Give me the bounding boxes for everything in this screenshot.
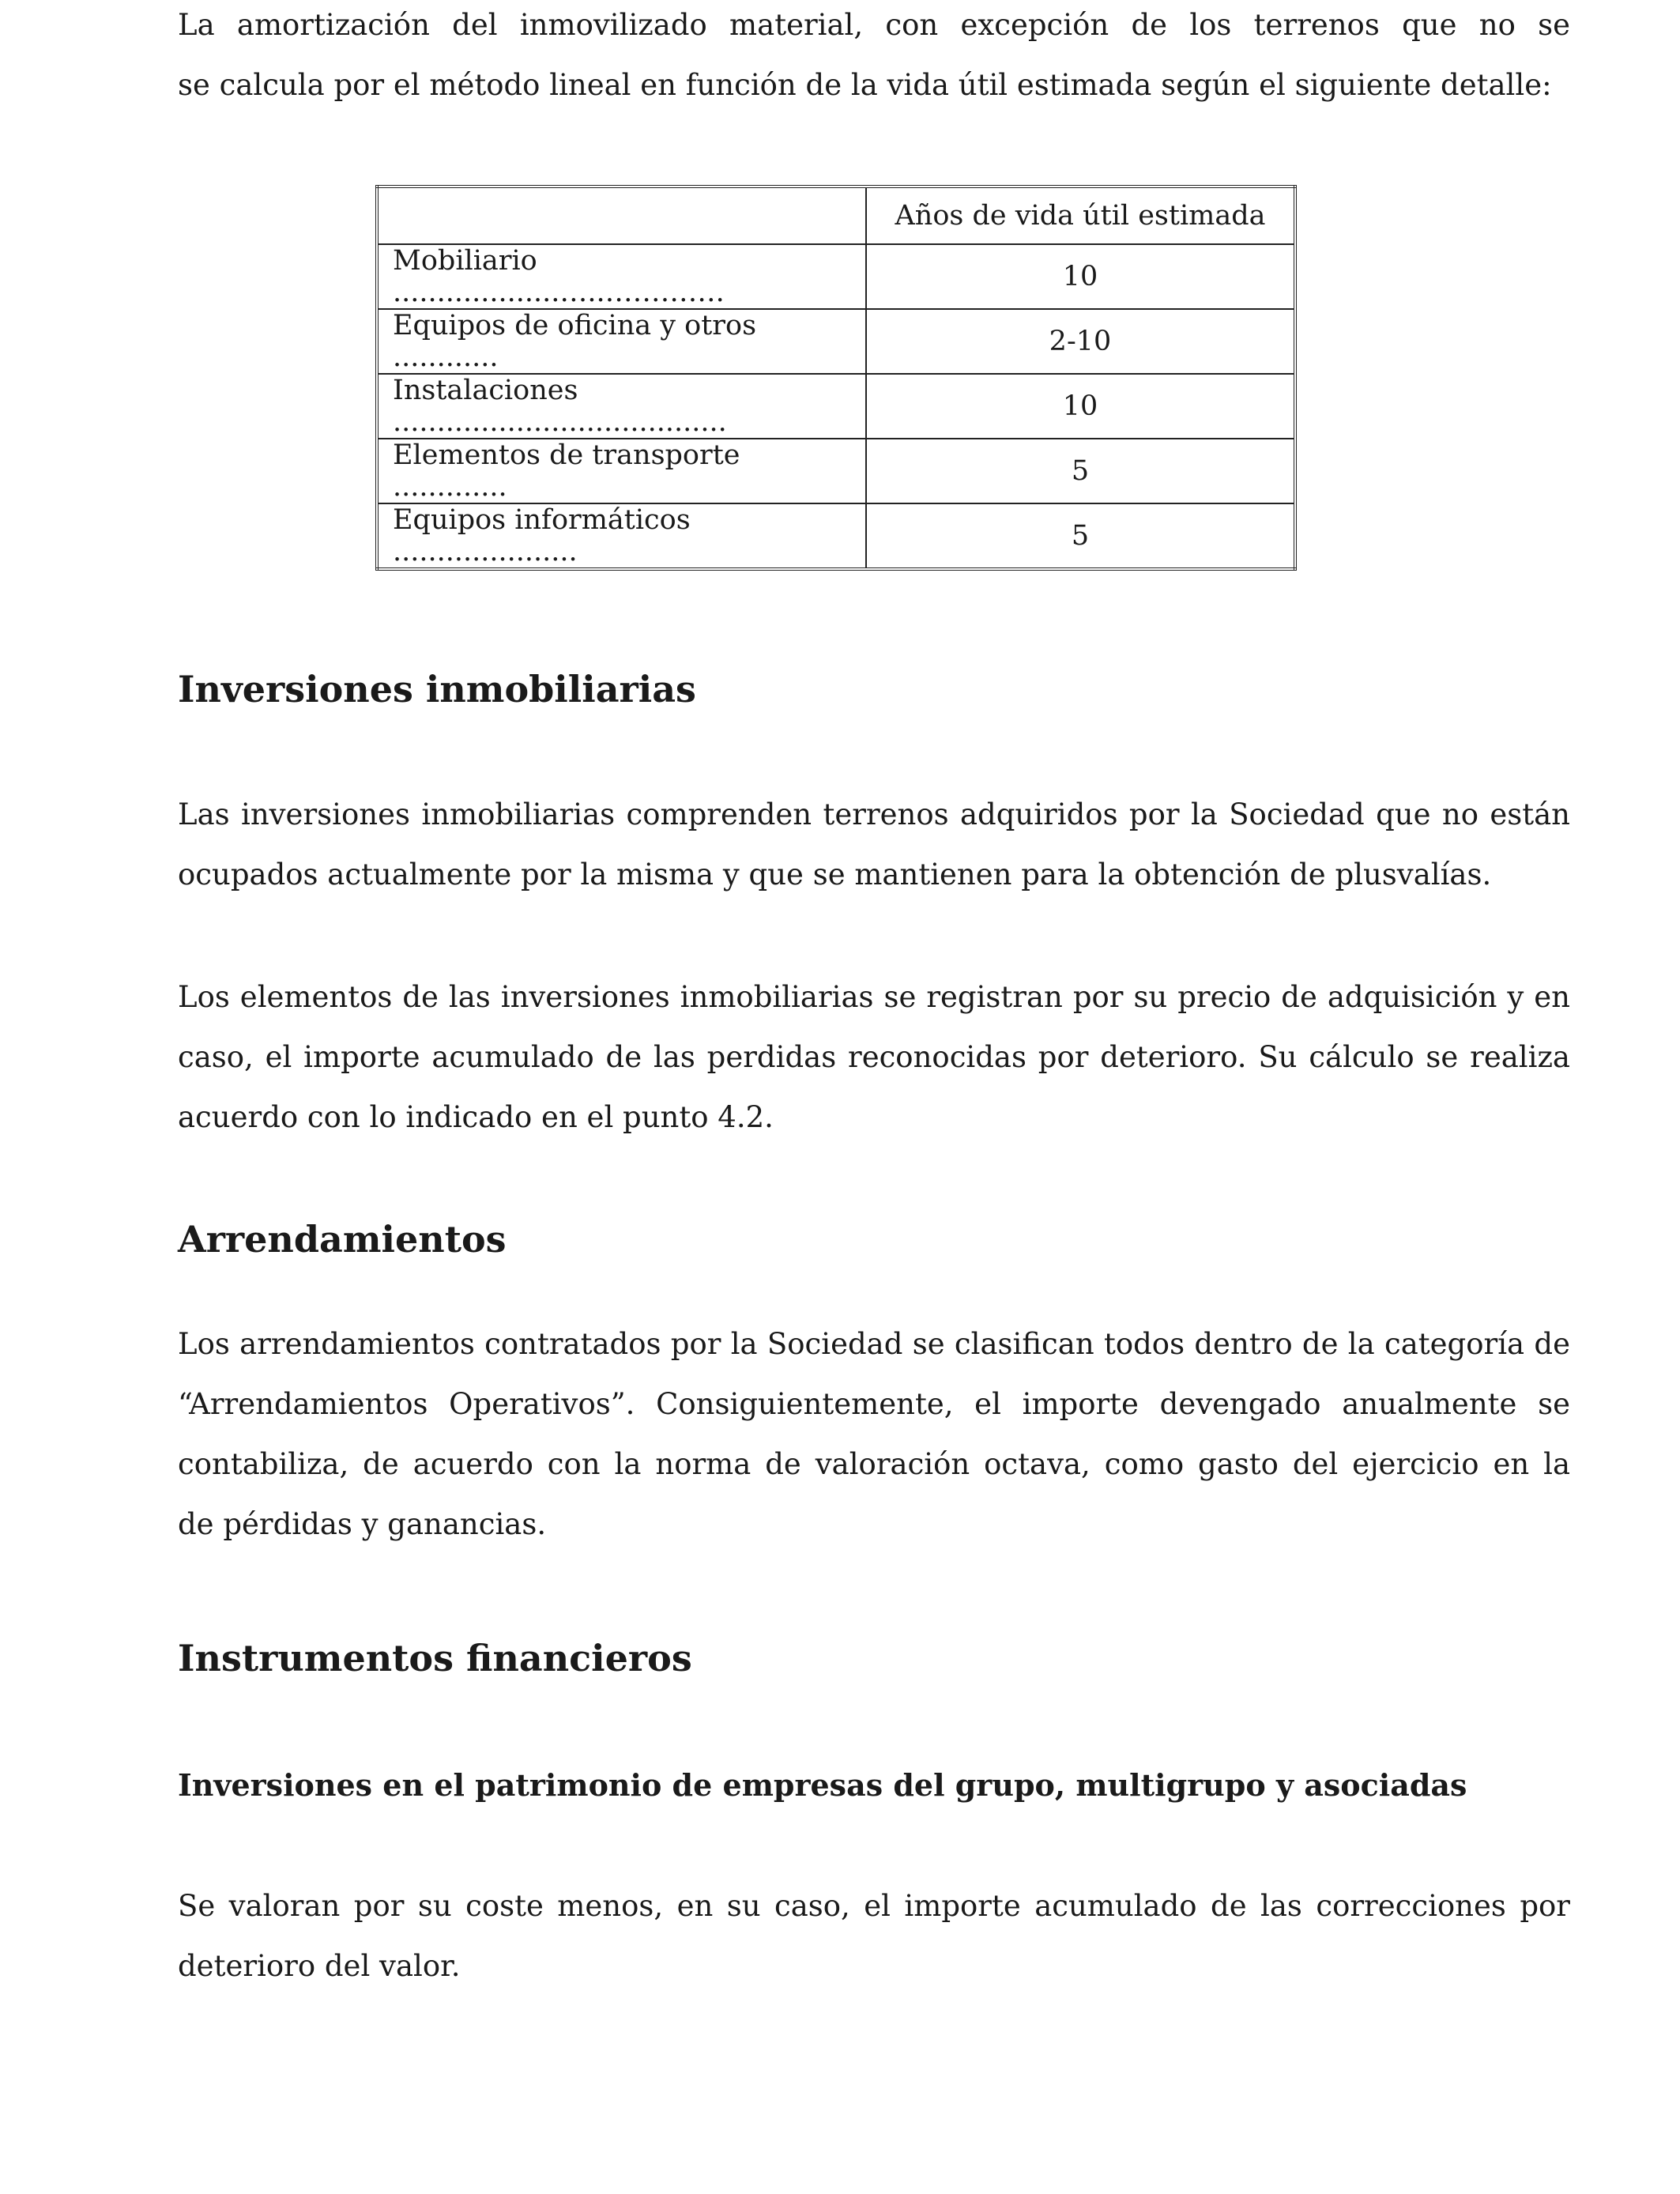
text-line: deterioro del valor. — [178, 1949, 461, 1983]
text-line: “Arrendamientos Operativos”. Consiguientemente, el importe devengado anualmente se — [178, 1387, 1570, 1421]
text-line: contabiliza, de acuerdo con la norma de valoración octava, como gasto del ejercicio en la — [178, 1447, 1570, 1481]
table-row — [377, 374, 1295, 439]
text-line: Las inversiones inmobiliarias comprenden terrenos adquiridos por la Sociedad que no están — [178, 797, 1570, 831]
useful-life-years: 10 — [866, 244, 1295, 309]
paragraph — [178, 1876, 1570, 1996]
useful-life-table — [375, 185, 1297, 571]
paragraph — [178, 785, 1570, 905]
heading-arrendamientos: Arrendamientos — [178, 1218, 507, 1261]
useful-life-years: 5 — [866, 439, 1295, 503]
subheading-inversiones-patrimonio: Inversiones en el patrimonio de empresas del grupo, multigrupo y asociadas — [178, 1767, 1467, 1803]
text-line: Los elementos de las inversiones inmobiliarias se registran por su precio de adquisición y en — [178, 980, 1570, 1014]
table-header-cell: Años de vida útil estimada — [866, 187, 1295, 244]
intro-paragraph — [178, 0, 1570, 115]
text-line: Los arrendamientos contratados por la Sociedad se clasifican todos dentro de la categoría de — [178, 1327, 1570, 1361]
text-line: se calcula por el método lineal en función de la vida útil estimada según el siguiente detalle: — [178, 68, 1552, 102]
paragraph — [178, 967, 1570, 1148]
table-header-row — [377, 187, 1295, 244]
text-line: La amortización del inmovilizado material, con excepción de los terrenos que no se — [178, 8, 1570, 42]
heading-instrumentos-financieros: Instrumentos financieros — [178, 1637, 692, 1679]
asset-name: Instalaciones ...................................... — [377, 374, 866, 439]
text-line: Se valoran por su coste menos, en su caso, el importe acumulado de las correcciones por — [178, 1889, 1570, 1923]
table-row — [377, 309, 1295, 374]
heading-inversiones-inmobiliarias: Inversiones inmobiliarias — [178, 668, 696, 711]
useful-life-years: 5 — [866, 503, 1295, 569]
text-line: de pérdidas y ganancias. — [178, 1507, 547, 1541]
table-header-cell — [377, 187, 866, 244]
table-row — [377, 244, 1295, 309]
asset-name: Equipos de oficina y otros ............ — [377, 309, 866, 374]
text-line: caso, el importe acumulado de las perdidas reconocidas por deterioro. Su cálculo se realiza — [178, 1040, 1570, 1074]
text-line: ocupados actualmente por la misma y que se mantienen para la obtención de plusvalías. — [178, 858, 1492, 892]
text-line: acuerdo con lo indicado en el punto 4.2. — [178, 1100, 774, 1134]
asset-name: Elementos de transporte ............. — [377, 439, 866, 503]
useful-life-years: 10 — [866, 374, 1295, 439]
table-row — [377, 503, 1295, 569]
table-row — [377, 439, 1295, 503]
asset-name: Mobiliario ...................…..…………. — [377, 244, 866, 309]
paragraph — [178, 1314, 1570, 1555]
useful-life-years: 2-10 — [866, 309, 1295, 374]
asset-name: Equipos informáticos ..................... — [377, 503, 866, 569]
